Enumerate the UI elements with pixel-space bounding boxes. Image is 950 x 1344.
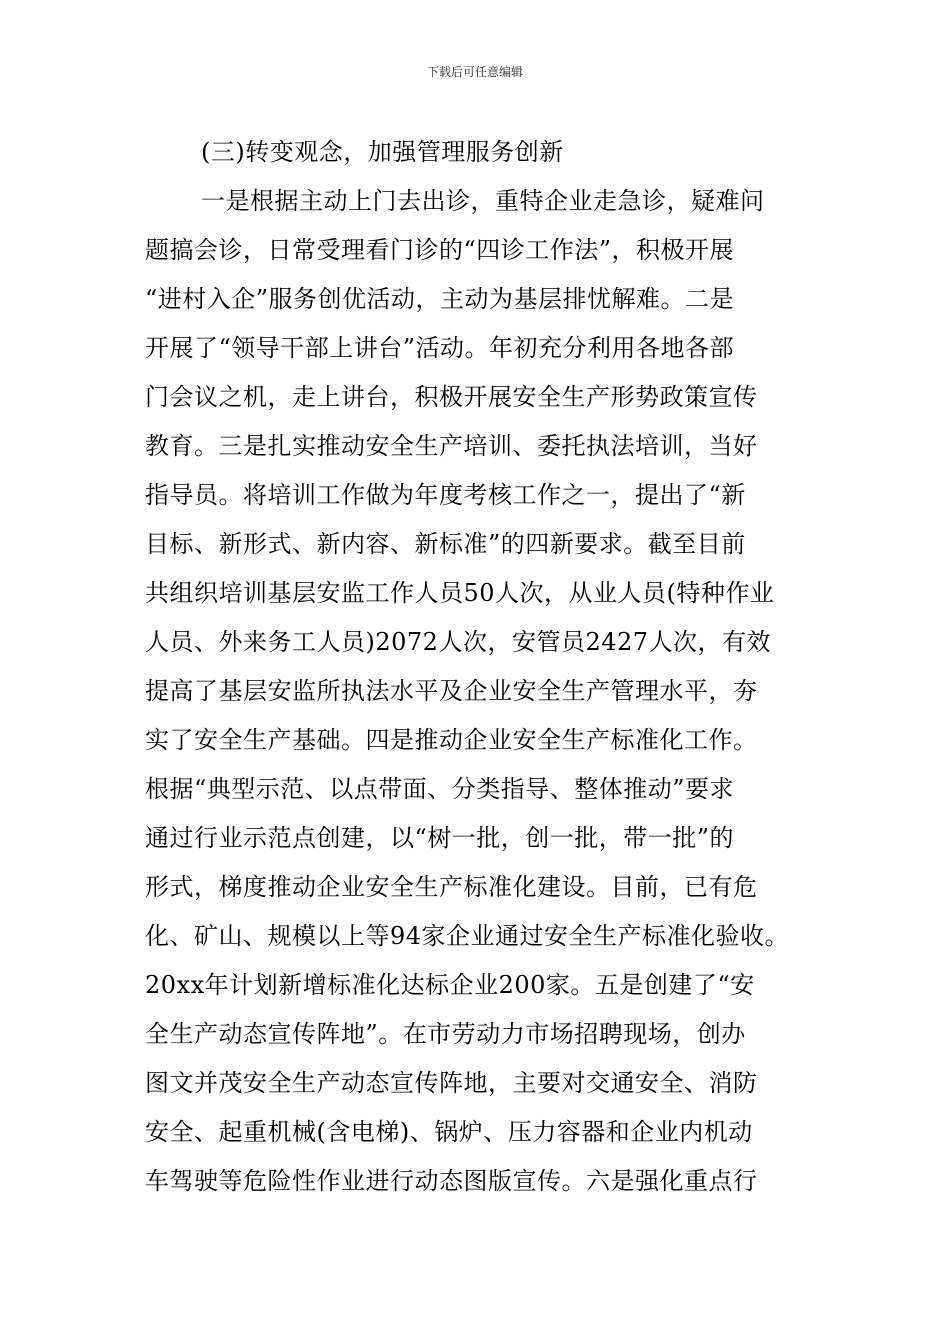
paragraph-line: 提高了基层安监所执法水平及企业安全生产管理水平，夯 — [145, 677, 758, 705]
paragraph-line: 实了安全生产基础。四是推动企业安全生产标准化工作。 — [145, 726, 758, 754]
paragraph-line: “进村入企”服务创优活动，主动为基层排忧解难。二是 — [145, 285, 735, 313]
paragraph-line: 根据“典型示范、以点带面、分类指导、整体推动”要求 — [145, 775, 735, 803]
paragraph-line: 题搞会诊，日常受理看门诊的“四诊工作法”，积极开展 — [145, 236, 735, 264]
paragraph-line: 开展了“领导干部上讲台”活动。年初充分利用各地各部 — [145, 334, 735, 362]
paragraph-line: 图文并茂安全生产动态宣传阵地，主要对交通安全、消防 — [145, 1069, 758, 1097]
paragraph-line: 门会议之机，走上讲台，积极开展安全生产形势政策宣传 — [145, 383, 758, 411]
paragraph-line: 通过行业示范点创建，以“树一批，创一批，带一批”的 — [145, 824, 735, 852]
document-body — [145, 128, 825, 1206]
paragraph-line: 人员、外来务工人员)2072人次，安管员2427人次，有效 — [145, 628, 772, 656]
section-heading: (三)转变观念，加强管理服务创新 — [201, 138, 564, 166]
paragraph-line: 一是根据主动上门去出诊，重特企业走急诊，疑难问 — [201, 187, 765, 215]
paragraph-line: 共组织培训基层安监工作人员50人次，从业人员(特种作业 — [145, 579, 775, 607]
paragraph-line: 化、矿山、规模以上等94家企业通过安全生产标准化验收。 — [145, 922, 790, 950]
paragraph-line: 全生产动态宣传阵地”。在市劳动力市场招聘现场，创办 — [145, 1020, 746, 1048]
paragraph-line: 安全、起重机械(含电梯)、锅炉、压力容器和企业内机动 — [145, 1118, 753, 1146]
paragraph-line: 车驾驶等危险性作业进行动态图版宣传。六是强化重点行 — [145, 1167, 758, 1195]
paragraph-line: 教育。三是扎实推动安全生产培训、委托执法培训，当好 — [145, 432, 758, 460]
paragraph-line: 指导员。将培训工作做为年度考核工作之一，提出了“新 — [145, 481, 746, 509]
paragraph-line: 形式，梯度推动企业安全生产标准化建设。目前，已有危 — [145, 873, 758, 901]
paragraph-line: 20xx年计划新增标准化达标企业200家。五是创建了“安 — [145, 971, 755, 999]
page-header: 下载后可任意编辑 — [426, 65, 523, 79]
paragraph-line: 目标、新形式、新内容、新标准”的四新要求。截至目前 — [145, 530, 746, 558]
